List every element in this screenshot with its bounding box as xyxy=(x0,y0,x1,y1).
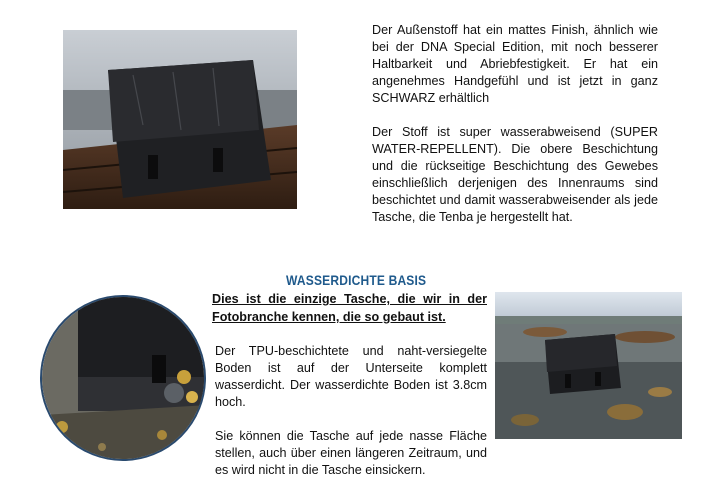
top-paragraph-2: Der Stoff ist super wasserabweisend (SUPER WATER-REPELLENT). Die obere Beschichtung und die rückseitige Beschichtung des Gewebes einschließlich derjenigen des Innenraums sind beschichtet und damit wasserabweisender als jede Tasche, die Tenba je hergestellt hat. xyxy=(372,125,658,224)
waterproof-base-circle-photo xyxy=(40,295,206,461)
top-paragraph-1: Der Außenstoff hat ein mattes Finish, ähnlich wie bei der DNA Special Edition, mit noch besserer Haltbarkeit und Abriebfestigkeit. Er hat ein angenehmes Handgefühl und ist jetzt in ganz SCHWARZ erhältlich xyxy=(372,23,658,105)
section-text-block xyxy=(215,343,487,479)
bag-on-bench-photo xyxy=(63,30,297,209)
section-paragraph-1: Der TPU-beschichtete und naht-versiegelte Boden ist auf der Unterseite komplett wasserdicht. Der wasserdichte Boden ist 3.8cm hoch. xyxy=(215,344,487,409)
section-intro: Dies ist die einzige Tasche, die wir in der Fotobranche kennen, die so gebaut ist. xyxy=(212,292,487,324)
top-text-block xyxy=(372,22,658,226)
bag-on-shore-photo xyxy=(495,292,682,439)
section-heading: WASSERDICHTE BASIS xyxy=(286,272,427,288)
section-paragraph-2: Sie können die Tasche auf jede nasse Fläche stellen, auch über einen längeren Zeitraum, und es wird nicht in die Tasche einsickern. xyxy=(215,429,487,477)
